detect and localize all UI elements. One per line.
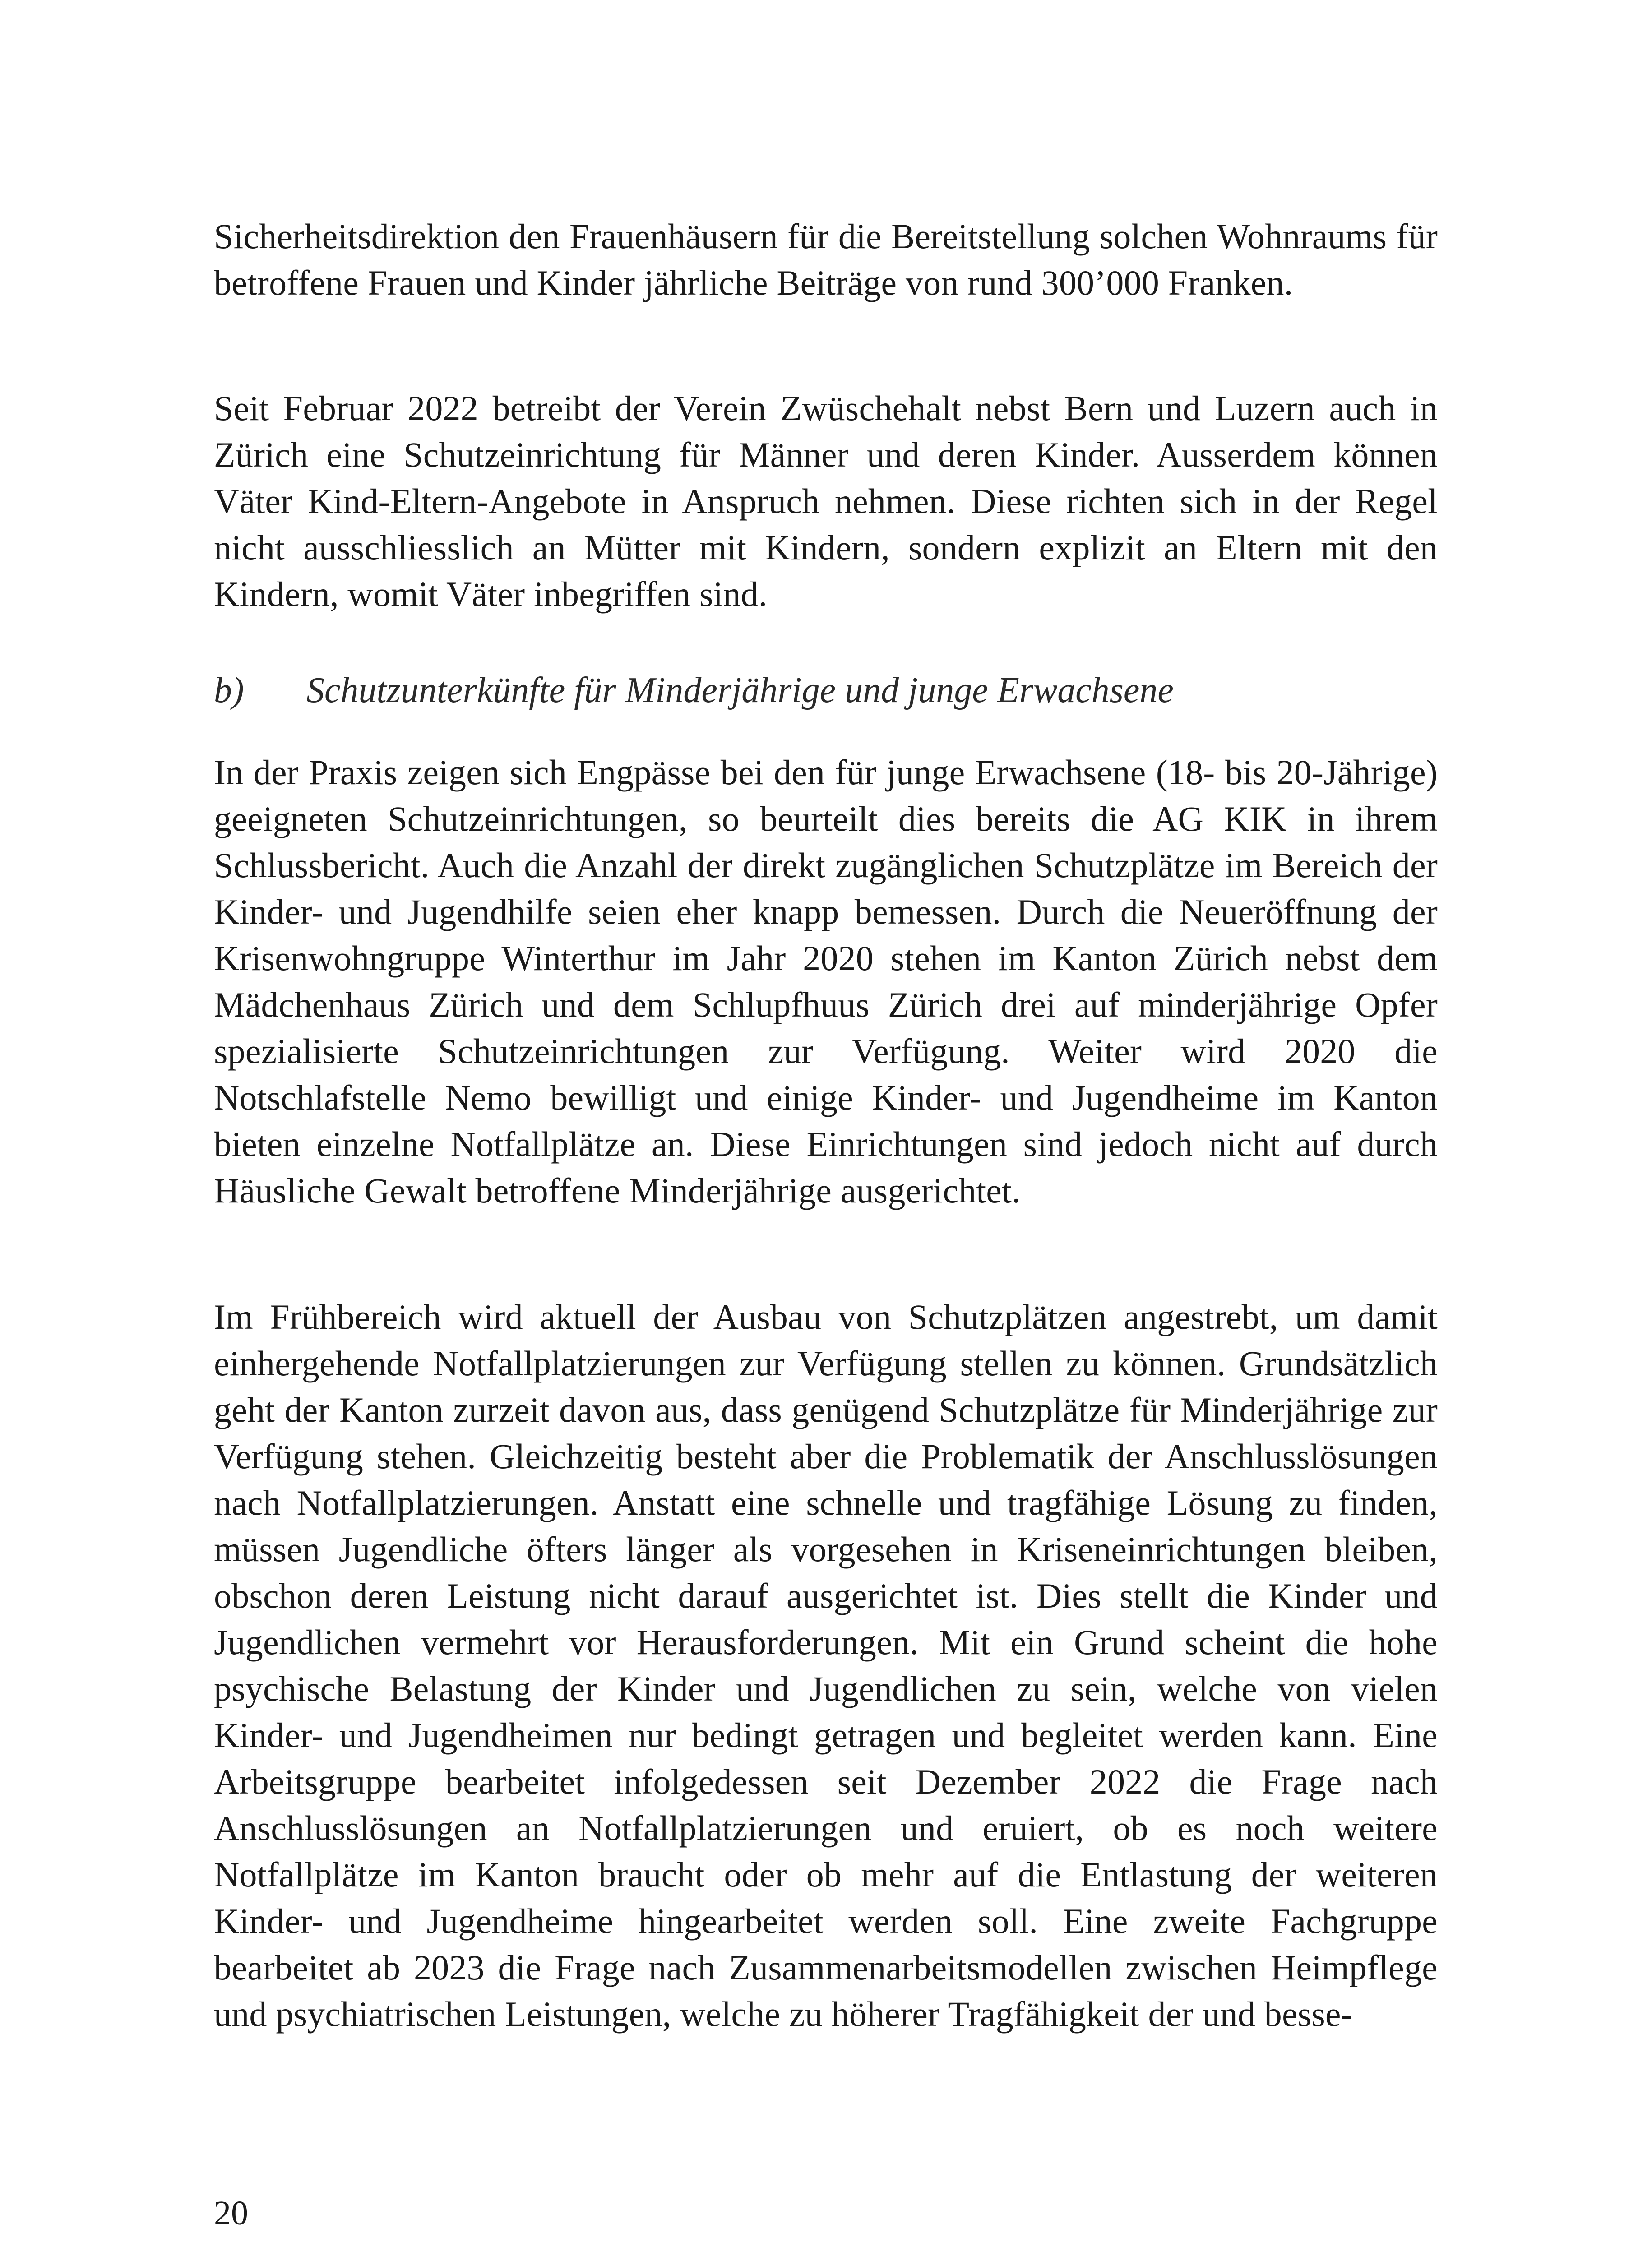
paragraph-praxis-engpaesse: In der Praxis zeigen sich Engpässe bei den für junge Erwachsene (18- bis 20-Jährige) geeigneten Schutzeinrichtungen, so beurteilt dies bereits die AG KIK in ihrem Schlussbericht. Auch die Anzahl der direkt zugänglichen Schutzplätze im Bereich der Kinder- und Jugendhilfe seien eher knapp bemessen. Durch die Neueröffnung der Krisenwohngruppe Winterthur im Jahr 2020 stehen im Kanton Zürich nebst dem Mädchenhaus Zürich und dem Schlupfhuus Zürich drei auf minderjährige Opfer spezialisierte Schutzeinrichtungen zur Verfügung. Weiter wird 2020 die Notschlafstelle Nemo bewilligt und einige Kinder- und Jugendheime im Kanton bieten einzelne Notfallplätze an. Diese Einrichtungen sind jedoch nicht auf durch Häusliche Gewalt betroffene Minderjährige ausgerichtet.: [214, 753, 1438, 1210]
paragraph-fruehbereich: Im Frühbereich wird aktuell der Ausbau von Schutzplätzen angestrebt, um damit einhergehende Notfallplatzierungen zur Verfügung stellen zu können. Grundsätzlich geht der Kanton zurzeit davon aus, dass genügend Schutzplätze für Minderjährige zur Verfügung stehen. Gleichzeitig besteht aber die Problematik der Anschlusslösungen nach Notfallplatzierungen. Anstatt eine schnelle und tragfähige Lösung zu finden, müssen Jugendliche öfters länger als vorgesehen in Kriseneinrichtungen bleiben, obschon deren Leistung nicht darauf ausgerichtet ist. Dies stellt die Kinder und Jugendlichen vermehrt vor Herausforderungen. Mit ein Grund scheint die hohe psychische Belastung der Kinder und Jugendlichen zu sein, welche von vielen Kinder- und Jugendheimen nur bedingt getragen und begleitet werden kann. Eine Arbeitsgruppe bearbeitet infolgedessen seit Dezember 2022 die Frage nach Anschlusslösungen an Notfallplatzierungen und eruiert, ob es noch weitere Notfallplätze im Kanton braucht oder ob mehr auf die Entlastung der weiteren Kinder- und Jugendheime hingearbeitet werden soll. Eine zweite Fachgruppe bearbeitet ab 2023 die Frage nach Zusammenarbeitsmodellen zwischen Heimpflege und psychiatrischen Leistungen, welche zu höherer Tragfähigkeit der und besse-: [214, 1297, 1438, 2034]
section-heading: [214, 668, 1438, 713]
paragraph-frauenhaeuser-beitraege: Sicherheitsdirektion den Frauenhäusern für die Bereitstellung solchen Wohnraums für betroffene Frauen und Kinder jährliche Beiträge von rund 300’000 Franken.: [214, 217, 1438, 302]
section-marker: b): [214, 670, 244, 710]
page-number: 20: [214, 2194, 248, 2232]
section-title: Schutzunterkünfte für Minderjährige und junge Erwachsene: [306, 670, 1174, 710]
paragraph-zwueschehalt: Seit Februar 2022 betreibt der Verein Zwüschehalt nebst Bern und Luzern auch in Zürich eine Schutzeinrichtung für Männer und deren Kinder. Ausserdem können Väter Kind-Eltern-Angebote in Anspruch nehmen. Diese richten sich in der Regel nicht ausschliesslich an Mütter mit Kindern, sondern explizit an Eltern mit den Kindern, womit Väter inbegriffen sind.: [214, 388, 1438, 614]
